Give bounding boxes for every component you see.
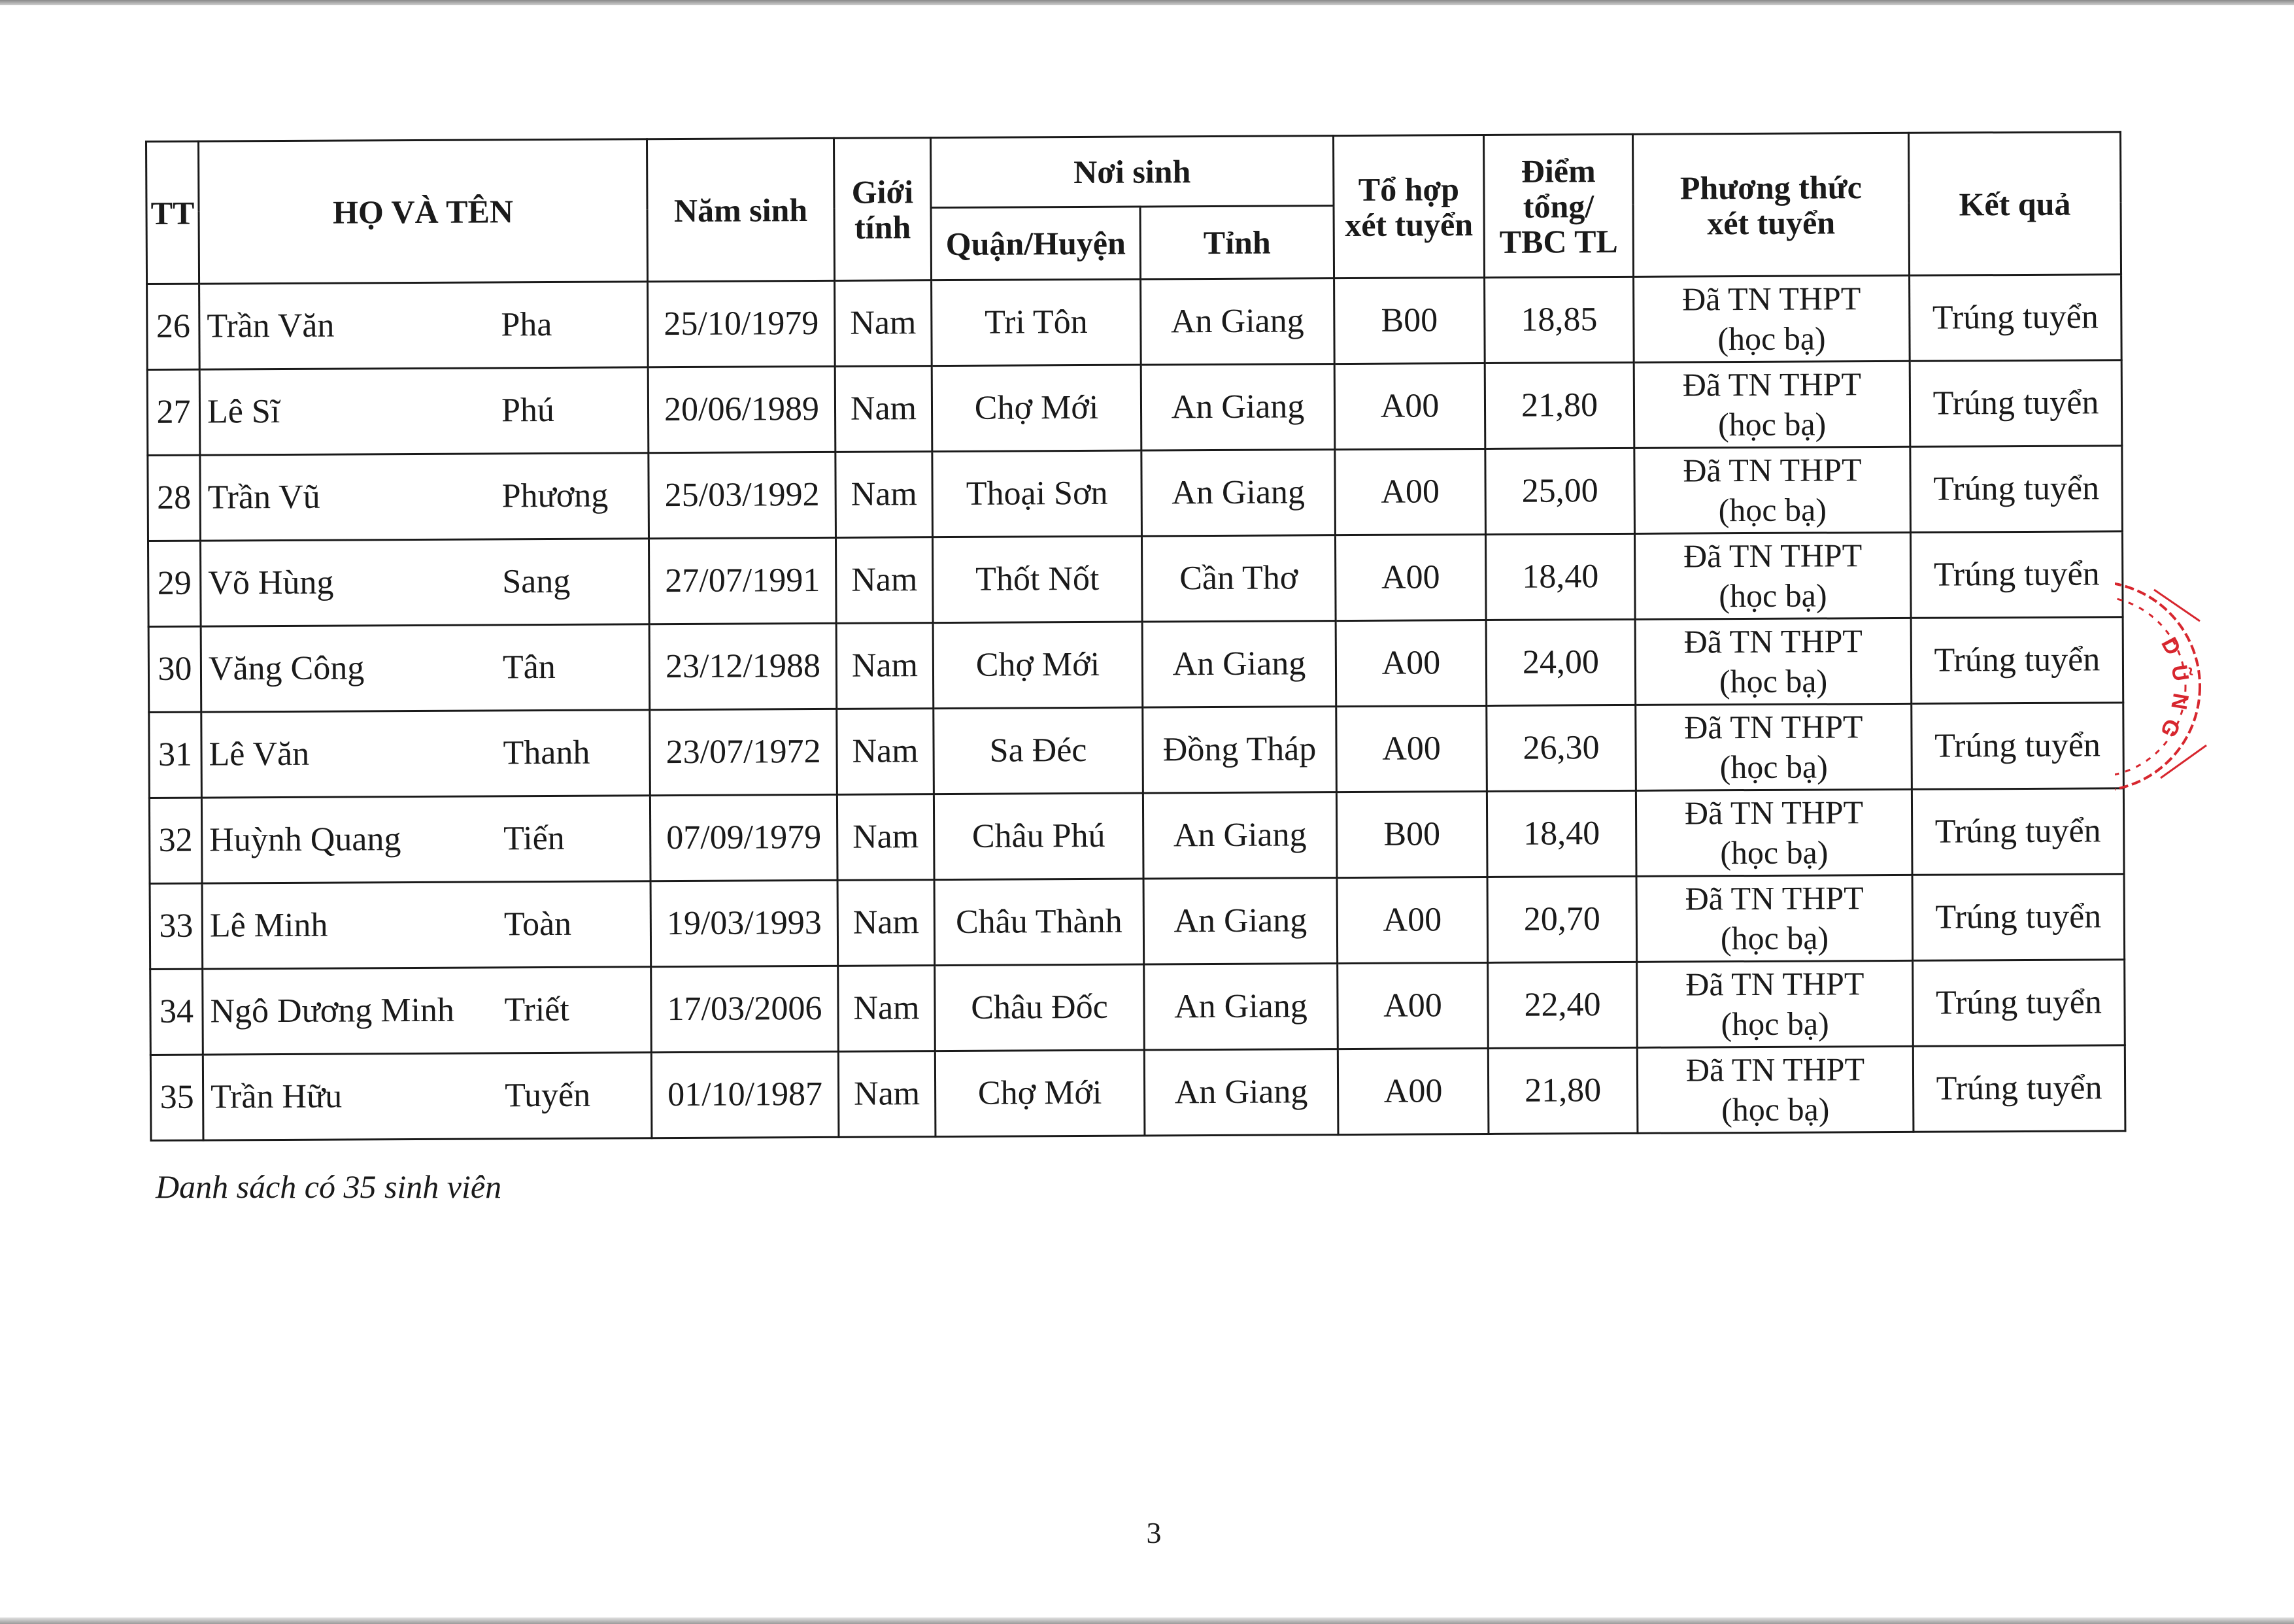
cell-birth-date: 23/07/1972 — [650, 709, 837, 795]
cell-district: Châu Đốc — [935, 964, 1145, 1051]
cell-gender: Nam — [838, 966, 936, 1052]
cell-score: 22,40 — [1488, 962, 1638, 1048]
cell-birth-date: 23/12/1988 — [649, 623, 837, 709]
header-full-name: HỌ VÀ TÊN — [199, 139, 648, 284]
cell-birth-date: 20/06/1989 — [648, 366, 835, 452]
footnote-student-count: Danh sách có 35 sinh viên — [156, 1168, 502, 1205]
cell-result: Trúng tuyển — [1912, 703, 2124, 790]
cell-method — [1636, 703, 1912, 790]
cell-combo: B00 — [1336, 791, 1487, 877]
document-page — [145, 131, 2124, 1142]
cell-gender: Nam — [838, 1051, 936, 1138]
table-row — [147, 275, 2122, 370]
header-gender-line2: tính — [854, 208, 911, 246]
cell-family-name: Huỳnh Quang — [209, 820, 401, 859]
cell-full-name — [203, 967, 652, 1055]
seal-letter: Ũ — [2166, 663, 2194, 683]
cell-province: An Giang — [1143, 792, 1337, 879]
table-row — [148, 532, 2123, 627]
header-province: Tỉnh — [1140, 206, 1334, 279]
cell-gender: Nam — [836, 623, 934, 709]
cell-family-name: Lê Văn — [209, 735, 310, 773]
cell-full-name — [201, 710, 650, 798]
admission-results-table — [145, 131, 2126, 1142]
cell-given-name: Tân — [502, 648, 556, 686]
cell-score: 25,00 — [1485, 448, 1635, 534]
cell-method — [1634, 361, 1910, 448]
cell-method — [1634, 532, 1911, 619]
cell-result: Trúng tuyển — [1912, 788, 2124, 875]
cell-method-line2: (học bạ) — [1719, 748, 1828, 786]
cell-full-name — [199, 367, 649, 455]
cell-birth-date: 01/10/1987 — [651, 1051, 839, 1138]
table-row — [148, 617, 2123, 713]
header-result: Kết quả — [1908, 132, 2121, 276]
cell-method — [1634, 275, 1910, 362]
cell-given-name: Tiến — [503, 819, 565, 858]
cell-full-name — [201, 624, 650, 712]
header-score-line3: TBC TL — [1499, 222, 1618, 260]
cell-full-name — [203, 1053, 652, 1140]
cell-birth-date: 27/07/1991 — [649, 537, 836, 624]
table-header — [146, 132, 2121, 284]
cell-gender: Nam — [835, 537, 933, 624]
scan-bottom-edge — [0, 1617, 2294, 1624]
cell-district: Châu Thành — [934, 879, 1144, 966]
cell-method-line1: Đã TN THPT — [1683, 537, 1863, 575]
cell-result: Trúng tuyển — [1910, 532, 2123, 618]
header-method-line2: xét tuyển — [1707, 203, 1836, 241]
cell-method-line1: Đã TN THPT — [1683, 451, 1862, 489]
cell-district: Châu Phú — [934, 793, 1143, 880]
cell-method-line2: (học bạ) — [1719, 662, 1828, 700]
cell-tt: 26 — [147, 284, 200, 369]
cell-method-line1: Đã TN THPT — [1684, 708, 1863, 746]
table-row — [149, 703, 2124, 798]
cell-method-line1: Đã TN THPT — [1685, 965, 1864, 1003]
cell-tt: 35 — [150, 1055, 203, 1140]
cell-tt: 33 — [150, 883, 203, 969]
header-score-line2: tổng/ — [1523, 187, 1594, 225]
cell-full-name — [201, 796, 650, 883]
cell-given-name: Pha — [501, 305, 552, 344]
cell-tt: 31 — [149, 712, 202, 798]
cell-province: Cần Thơ — [1141, 535, 1336, 622]
cell-combo: A00 — [1336, 705, 1487, 792]
cell-result: Trúng tuyển — [1910, 275, 2122, 362]
cell-province: An Giang — [1141, 364, 1335, 450]
cell-result: Trúng tuyển — [1913, 1045, 2125, 1132]
table-row — [150, 1045, 2125, 1141]
cell-method-line1: Đã TN THPT — [1683, 622, 1863, 660]
cell-family-name: Trần Văn — [207, 307, 335, 345]
header-combo-line2: xét tuyển — [1345, 205, 1474, 243]
cell-province: An Giang — [1141, 279, 1335, 365]
cell-method-line2: (học bạ) — [1720, 919, 1829, 957]
cell-family-name: Trần Hữu — [211, 1077, 343, 1116]
cell-birth-date: 17/03/2006 — [651, 966, 839, 1052]
cell-given-name: Phú — [501, 391, 555, 430]
cell-district: Chợ Mới — [935, 1050, 1145, 1137]
table-row — [148, 446, 2123, 541]
cell-family-name: Văng Công — [208, 649, 365, 688]
cell-given-name: Toàn — [503, 905, 572, 943]
cell-province: An Giang — [1142, 621, 1336, 707]
cell-district: Thoại Sơn — [932, 450, 1142, 537]
cell-district: Thốt Nốt — [932, 536, 1142, 623]
seal-letter: G — [2155, 714, 2185, 742]
cell-tt: 32 — [149, 798, 202, 883]
cell-full-name — [202, 881, 651, 969]
cell-combo: A00 — [1336, 620, 1487, 706]
cell-family-name: Ngô Dương Minh — [210, 991, 455, 1030]
cell-province: An Giang — [1143, 878, 1338, 964]
header-method — [1632, 133, 1909, 277]
cell-full-name — [199, 282, 649, 369]
cell-method — [1637, 1046, 1914, 1133]
cell-result: Trúng tuyển — [1910, 446, 2123, 533]
cell-method-line2: (học bạ) — [1717, 320, 1826, 358]
cell-district: Chợ Mới — [932, 365, 1141, 452]
page-number: 3 — [1146, 1516, 1162, 1549]
cell-score: 18,85 — [1485, 277, 1634, 363]
cell-combo: A00 — [1337, 877, 1488, 963]
table-row — [150, 874, 2125, 970]
cell-gender: Nam — [837, 794, 934, 881]
cell-given-name: Sang — [502, 562, 571, 601]
cell-family-name: Lê Sĩ — [207, 392, 280, 431]
cell-district: Sa Đéc — [934, 707, 1143, 794]
header-district: Quận/Huyện — [931, 207, 1141, 280]
cell-method-line2: (học bạ) — [1720, 834, 1829, 871]
cell-result: Trúng tuyển — [1913, 960, 2125, 1047]
cell-tt: 28 — [148, 455, 201, 541]
cell-score: 21,80 — [1488, 1047, 1638, 1134]
cell-score: 24,00 — [1486, 619, 1636, 705]
cell-province: Đồng Tháp — [1143, 707, 1337, 793]
table-row — [147, 360, 2122, 456]
cell-result: Trúng tuyển — [1911, 617, 2123, 704]
cell-province: An Giang — [1144, 1049, 1338, 1136]
cell-tt: 30 — [148, 626, 201, 712]
header-score-line1: Điểm — [1521, 152, 1596, 190]
cell-family-name: Trần Vũ — [207, 478, 320, 516]
header-method-line1: Phương thức — [1679, 168, 1863, 207]
cell-method-line2: (học bạ) — [1721, 1005, 1829, 1043]
cell-full-name — [200, 539, 649, 626]
cell-birth-date: 07/09/1979 — [650, 794, 837, 881]
header-gender — [834, 138, 931, 281]
cell-method-line1: Đã TN THPT — [1681, 280, 1861, 318]
red-seal-stamp — [2115, 549, 2233, 824]
header-gender-line1: Giới — [851, 173, 914, 211]
seal-letter: N — [2166, 691, 2193, 712]
cell-method-line2: (học bạ) — [1718, 491, 1827, 529]
cell-method-line1: Đã TN THPT — [1685, 879, 1864, 917]
header-combo — [1333, 135, 1484, 278]
table-body — [147, 275, 2125, 1141]
cell-province: An Giang — [1144, 964, 1338, 1050]
cell-method-line2: (học bạ) — [1719, 577, 1827, 615]
table-row — [149, 788, 2124, 884]
cell-method — [1635, 618, 1912, 705]
cell-gender: Nam — [835, 366, 932, 452]
cell-combo: A00 — [1335, 534, 1486, 620]
cell-score: 26,30 — [1487, 705, 1636, 791]
cell-given-name: Tuyến — [505, 1076, 591, 1115]
header-combo-line1: Tổ hợp — [1358, 170, 1460, 208]
seal-graphic — [2115, 549, 2233, 824]
seal-letter: D — [2156, 633, 2186, 660]
cell-birth-date: 19/03/1993 — [650, 880, 838, 966]
cell-result: Trúng tuyển — [1912, 874, 2125, 961]
cell-full-name — [200, 453, 649, 541]
cell-method-line2: (học bạ) — [1717, 405, 1827, 443]
cell-method — [1636, 875, 1913, 962]
cell-tt: 27 — [147, 369, 200, 455]
header-score — [1483, 134, 1633, 277]
cell-gender: Nam — [837, 880, 935, 966]
cell-family-name: Lê Minh — [209, 906, 328, 945]
table-row — [150, 960, 2125, 1055]
cell-method — [1637, 960, 1914, 1047]
cell-score: 18,40 — [1487, 790, 1636, 877]
cell-gender: Nam — [835, 280, 932, 367]
cell-combo: A00 — [1338, 962, 1489, 1049]
cell-combo: A00 — [1338, 1048, 1489, 1134]
cell-score: 21,80 — [1485, 362, 1634, 448]
cell-given-name: Triết — [504, 990, 569, 1029]
cell-family-name: Võ Hùng — [208, 564, 334, 602]
cell-method-line2: (học bạ) — [1721, 1091, 1830, 1128]
cell-tt: 34 — [150, 969, 203, 1055]
cell-method — [1636, 789, 1912, 876]
cell-result: Trúng tuyển — [1910, 360, 2122, 447]
cell-method — [1634, 447, 1911, 533]
cell-birth-date: 25/03/1992 — [649, 452, 836, 538]
cell-score: 18,40 — [1485, 533, 1635, 620]
cell-combo: B00 — [1334, 277, 1485, 364]
cell-method-line1: Đã TN THPT — [1682, 365, 1862, 403]
cell-district: Tri Tôn — [932, 279, 1141, 366]
cell-given-name: Phương — [501, 477, 609, 515]
header-tt: TT — [146, 141, 199, 284]
cell-combo: A00 — [1334, 363, 1485, 449]
cell-birth-date: 25/10/1979 — [648, 280, 835, 367]
cell-tt: 29 — [148, 541, 201, 626]
cell-given-name: Thanh — [503, 734, 590, 772]
cell-score: 20,70 — [1487, 876, 1637, 962]
cell-gender: Nam — [837, 709, 934, 795]
scan-top-edge — [0, 0, 2294, 5]
cell-combo: A00 — [1335, 448, 1486, 535]
header-birth-date: Năm sinh — [647, 138, 834, 281]
cell-method-line1: Đã TN THPT — [1684, 794, 1864, 832]
header-birthplace: Nơi sinh — [930, 136, 1334, 208]
cell-province: An Giang — [1141, 450, 1336, 536]
cell-district: Chợ Mới — [933, 622, 1143, 709]
cell-method-line1: Đã TN THPT — [1685, 1051, 1865, 1089]
cell-gender: Nam — [835, 452, 933, 538]
